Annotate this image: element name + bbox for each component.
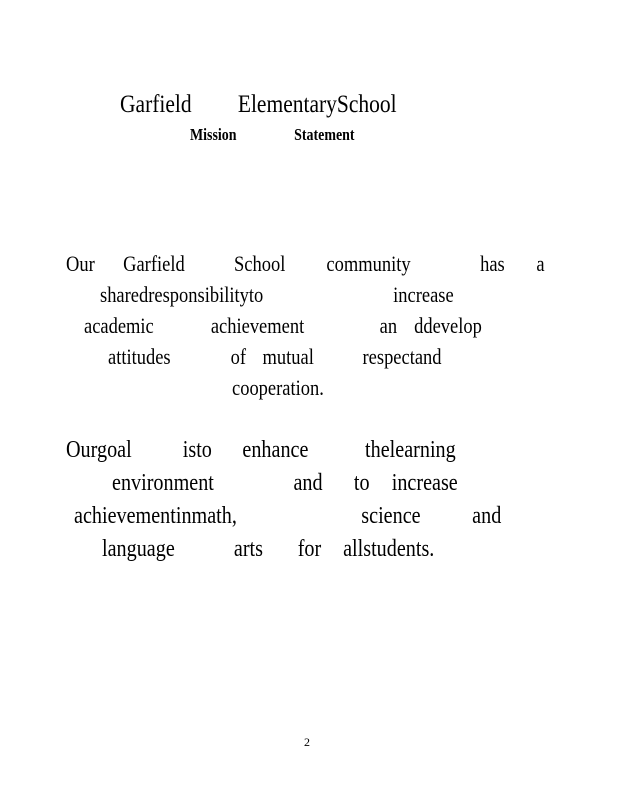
word: increase (391, 470, 458, 496)
word: to (353, 470, 370, 496)
word: respectand (362, 344, 442, 369)
word: for (297, 536, 322, 562)
subtitle-word: Statement (294, 125, 355, 144)
word: Our (66, 251, 95, 276)
word: mutual (262, 344, 314, 369)
word: sharedresponsibilityto (100, 282, 264, 307)
word: environment (112, 470, 214, 496)
word: language (102, 536, 175, 562)
word: School (234, 251, 286, 276)
word: science (361, 503, 421, 529)
title-word: Garfield (120, 91, 192, 118)
page-number: 2 (304, 735, 310, 749)
word: an (379, 313, 398, 338)
word: isto (182, 437, 212, 463)
word: attitudes (108, 344, 171, 369)
word: allstudents. (343, 536, 435, 562)
word: of (230, 344, 247, 369)
word: Ourgoal (66, 437, 132, 463)
word: academic (84, 313, 154, 338)
word: increase (393, 282, 454, 307)
word: and (293, 470, 323, 496)
word: enhance (242, 437, 309, 463)
word: a (536, 251, 545, 276)
word: cooperation. (232, 375, 324, 400)
word: achievementinmath, (74, 503, 237, 529)
word: thelearning (365, 437, 456, 463)
word: ddevelop (414, 313, 482, 338)
word: Garfield (123, 251, 185, 276)
word: achievement (210, 313, 305, 338)
word: arts (233, 536, 263, 562)
subtitle-word: Mission (190, 125, 237, 144)
word: has (480, 251, 505, 276)
word: and (472, 503, 502, 529)
title-word: ElementarySchool (237, 91, 397, 118)
word: community (326, 251, 411, 276)
